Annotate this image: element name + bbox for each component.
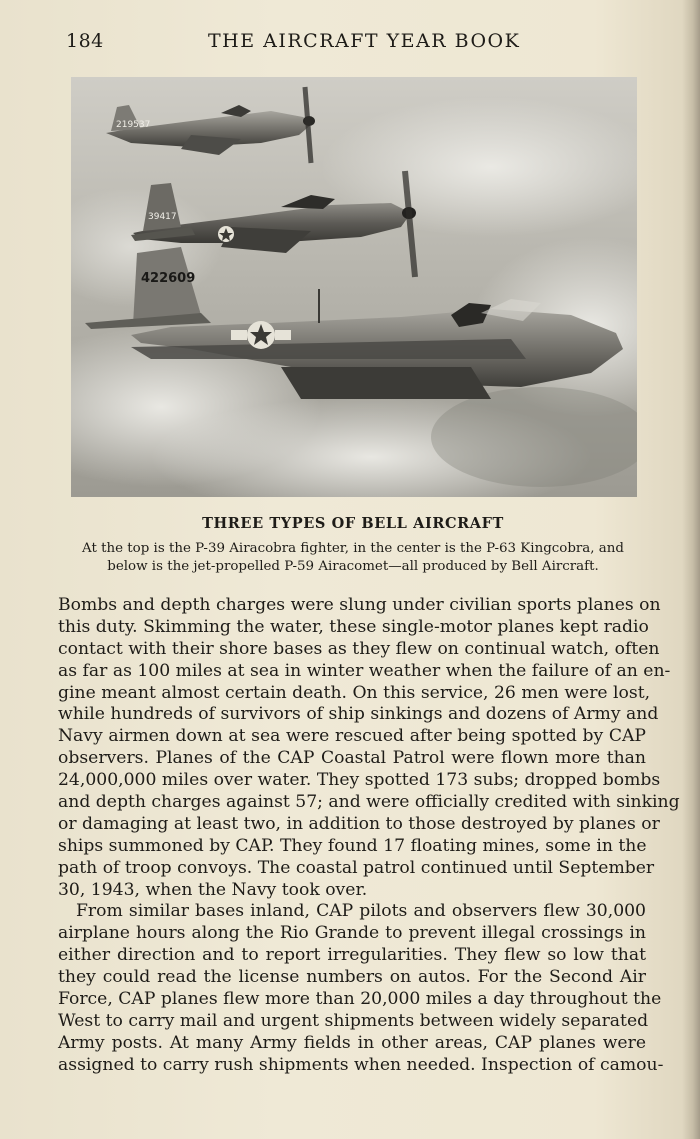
text-line: Army posts. At many Army fields in other areas, CAP planes were	[58, 1032, 646, 1053]
text-line: ships summoned by CAP. They found 17 floating mines, some in the	[58, 835, 647, 856]
text-line: while hundreds of survivors of ship sinkings and dozens of Army and	[58, 704, 659, 725]
text-line: contact with their shore bases as they flew on continual watch, often	[58, 638, 660, 659]
text-line: either direction and to report irregularities. They flew so low that	[58, 945, 646, 966]
running-head	[66, 30, 656, 58]
page-number: 184	[66, 30, 104, 52]
text-line: and depth charges against 57; and were officially credited with sinking	[58, 792, 680, 813]
caption-line: At the top is the P-39 Airacobra fighter, in the center is the P-63 Kingcobra, and	[82, 541, 624, 556]
aircraft-photo	[71, 77, 637, 497]
tail-number-top: 219537	[116, 120, 151, 130]
text-line: or damaging at least two, in addition to those destroyed by planes or	[58, 813, 660, 834]
text-line: assigned to carry rush shipments when needed. Inspection of camou-	[58, 1054, 664, 1075]
paragraph-2	[58, 901, 664, 1076]
tail-number-middle: 39417	[148, 212, 177, 222]
text-line: 24,000,000 miles over water. They spotted 173 subs; dropped bombs	[58, 770, 661, 791]
figure-caption	[60, 540, 646, 576]
text-line: 30, 1943, when the Navy took over.	[58, 879, 368, 900]
body-text	[58, 595, 680, 1077]
text-line: Navy airmen down at sea were rescued after being spotted by CAP	[58, 726, 646, 747]
text-line: From similar bases inland, CAP pilots and observers flew 30,000	[76, 901, 646, 922]
text-line: observers. Planes of the CAP Coastal Patrol were flown more than	[58, 748, 646, 769]
figure-caption-title: THREE TYPES OF BELL AIRCRAFT	[202, 515, 504, 532]
aircraft-photo-illustration	[71, 77, 637, 497]
book-title: THE AIRCRAFT YEAR BOOK	[208, 30, 521, 52]
text-line: West to carry mail and urgent shipments between widely separated	[58, 1010, 649, 1031]
tail-number-bottom: 422609	[141, 271, 196, 286]
caption-line: below is the jet-propelled P-59 Airacomet—all produced by Bell Aircraft.	[107, 559, 599, 574]
page-gutter-shadow	[682, 0, 700, 1139]
text-line: Force, CAP planes flew more than 20,000 miles a day throughout the	[58, 989, 662, 1010]
text-line: gine meant almost certain death. On this service, 26 men were lost,	[58, 682, 651, 703]
paragraph-1	[58, 595, 680, 901]
text-line: this duty. Skimming the water, these single-motor planes kept radio	[58, 616, 649, 637]
text-line: airplane hours along the Rio Grande to prevent illegal crossings in	[58, 923, 646, 944]
text-line: as far as 100 miles at sea in winter weather when the failure of an en-	[58, 660, 671, 681]
text-line: Bombs and depth charges were slung under civilian sports planes on	[58, 595, 661, 615]
text-line: they could read the license numbers on autos. For the Second Air	[58, 967, 646, 988]
text-line: path of troop convoys. The coastal patrol continued until September	[58, 857, 655, 878]
